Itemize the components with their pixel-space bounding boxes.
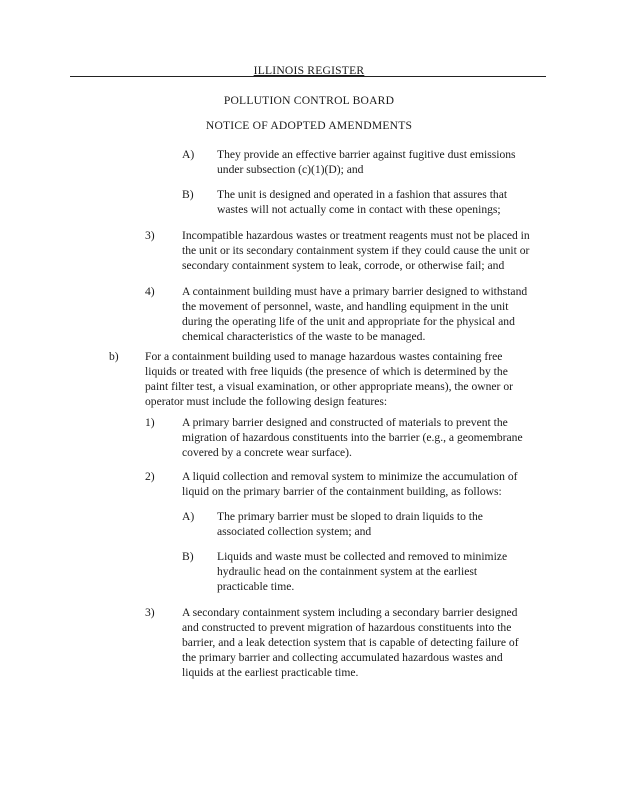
item-a2A-label: A) <box>182 148 195 161</box>
text-line: the movement of personnel, waste, and handling equipment in the unit <box>182 300 509 313</box>
text-line: liquid on the primary barrier of the containment building, as follows: <box>182 485 502 498</box>
text-line: A liquid collection and removal system to minimize the accumulation of <box>182 470 518 483</box>
text-line: Incompatible hazardous wastes or treatment reagents must not be placed in <box>182 229 530 242</box>
text-line: practicable time. <box>217 580 295 593</box>
item-a2A-text <box>217 147 516 177</box>
text-line: migration of hazardous constituents into the barrier (e.g., a geomembrane <box>182 431 523 444</box>
text-line: wastes will not actually come in contact with these openings; <box>217 203 501 216</box>
item-a3-text <box>182 228 530 273</box>
text-line: paint filter test, a visual examination, or other appropriate means), the owner or <box>145 380 513 393</box>
text-line: Liquids and waste must be collected and removed to minimize <box>217 550 508 563</box>
text-line: A primary barrier designed and constructed of materials to prevent the <box>182 416 508 429</box>
text-line: secondary containment system to leak, corrode, or otherwise fail; and <box>182 259 505 272</box>
text-line: A secondary containment system including a secondary barrier designed <box>182 606 518 619</box>
item-b2A-text <box>217 509 483 539</box>
text-line: under subsection (c)(1)(D); and <box>217 163 364 176</box>
item-b3-text <box>182 605 519 680</box>
item-b1-text <box>182 415 523 460</box>
text-line: liquids at the earliest practicable time. <box>182 666 359 679</box>
text-line: associated collection system; and <box>217 525 372 538</box>
item-a4-text <box>182 284 527 344</box>
text-line: operator must include the following design features: <box>145 395 388 408</box>
board-title: POLLUTION CONTROL BOARD <box>223 94 395 107</box>
item-a2B-text <box>217 187 507 217</box>
item-a2B-label: B) <box>182 188 194 201</box>
notice-title: NOTICE OF ADOPTED AMENDMENTS <box>205 119 413 132</box>
text-line: The unit is designed and operated in a fashion that assures that <box>217 188 508 201</box>
item-a3-label: 3) <box>145 229 155 242</box>
item-a4-label: 4) <box>145 285 155 298</box>
item-b2B-label: B) <box>182 550 194 563</box>
text-line: hydraulic head on the containment system at the earliest <box>217 565 478 578</box>
text-line: barrier, and a leak detection system that is capable of detecting failure of <box>182 636 519 649</box>
item-b-label: b) <box>109 350 119 363</box>
text-line: The primary barrier must be sloped to drain liquids to the <box>217 510 483 523</box>
text-line: covered by a concrete wear surface). <box>182 446 352 459</box>
item-b2B-text <box>217 549 507 594</box>
item-b2-label: 2) <box>145 470 155 483</box>
text-line: and constructed to prevent migration of hazardous constituents into the <box>182 621 512 634</box>
text-line: during the operating life of the unit and appropriate for the physical and <box>182 315 515 328</box>
text-line: the unit or its secondary containment system if they could cause the unit or <box>182 244 530 257</box>
item-b2-text <box>182 469 518 499</box>
text-line: chemical characteristics of the waste to be managed. <box>182 330 426 343</box>
item-b-text <box>145 349 513 409</box>
text-line: the primary barrier and collecting accumulated hazardous wastes and <box>182 651 503 664</box>
item-b1-label: 1) <box>145 416 155 429</box>
text-line: They provide an effective barrier against fugitive dust emissions <box>217 148 516 161</box>
text-line: For a containment building used to manage hazardous wastes containing free <box>145 350 503 363</box>
text-line: liquids or treated with free liquids (the presence of which is determined by the <box>145 365 508 378</box>
text-line: A containment building must have a primary barrier designed to withstand <box>182 285 528 298</box>
register-title: ILLINOIS REGISTER <box>253 64 365 77</box>
item-b3-label: 3) <box>145 606 155 619</box>
item-b2A-label: A) <box>182 510 195 523</box>
